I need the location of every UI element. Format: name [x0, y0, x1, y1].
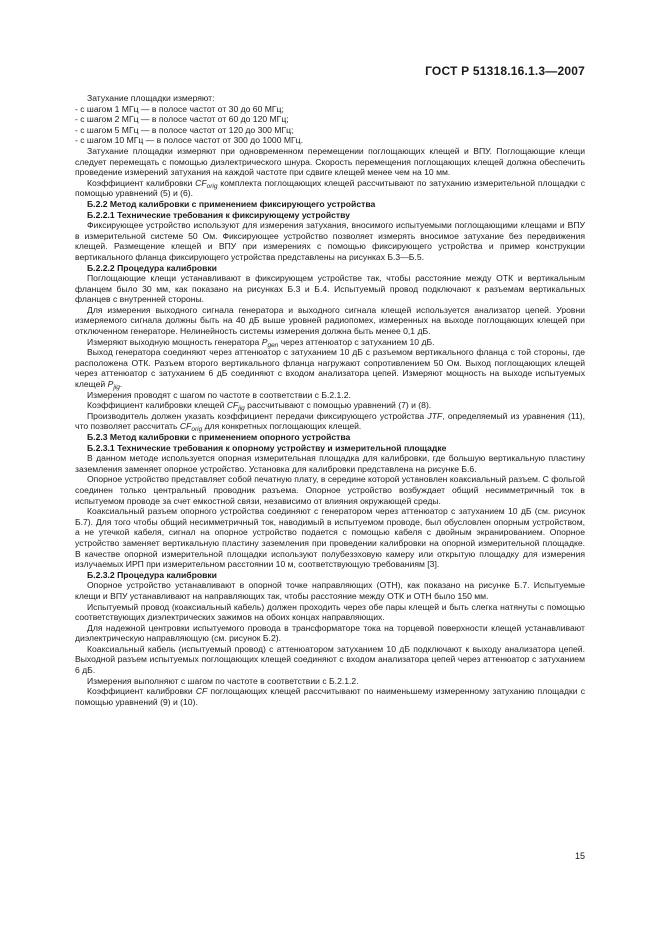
- paragraph: Производитель должен указать коэффициент передачи фиксирующего устройства JTF, определяемый из уравнения (11), что позволяет рассчитать $CF_{orig}$ для конкретных поглощающих клещей.: [75, 410, 585, 434]
- paragraph: Опорное устройство представляет собой печатную плату, в середине которой установлен коаксиальный разъем. С фольгой соединен только центральный проводник разъема. Опорное устройство возбуждает общий несимметричный ток в испытуемом проводе за счет емкостной связи, независимо от влияния окружающей среды.: [75, 474, 585, 506]
- paragraph: Выход генератора соединяют через аттенюатор с затуханием 10 дБ с разъемом вертикального фланца с той стороны, где расположена ОТК. Разъем второго вертикального фланца нагружают сопротивлением 50 Ом. Выход поглощающих клещей через аттенюатор с затуханием 6 дБ соединяют с входом анализатора цепей. Измеряют мощность на выходе испытуемых клещей $P_{jig}$.: [75, 347, 585, 392]
- section-heading: Б.2.3.1 Технические требования к опорному устройству и измерительной площадке: [87, 442, 447, 453]
- section-heading: Б.2.2.1 Технические требования к фиксирующему устройству: [87, 209, 350, 220]
- section-heading: Б.2.2.2 Процедура калибровки: [87, 262, 217, 273]
- paragraph: Испытуемый провод (коаксиальный кабель) должен проходить через обе пары клещей и быть слегка натянуты с помощью соответствующих диэлектрических зажимов на обоих концах направляющих.: [75, 601, 585, 623]
- paragraph: Коаксиальный разъем опорного устройства соединяют с генератором через аттенюатор с затуханием 10 дБ (см. рисунок Б.7). Для того чтобы общий несимметричный ток, наводимый в испытуемом проводе, был обусловлен опорным устройством, а не утечкой кабеля, сигнал на опорное устройство подается с помощью кабеля с двойным экранированием. Опорное устройство заменяет вертикальную пластину заземления при проведении калибровки на опорной измерительной площадке. В качестве опорной измерительной площадки используют полубезэховую камеру или открытую площадку для измерения излучаемых ИРП при измерительном расстоянии 10 м, соответствующую требованиям [3].: [75, 506, 585, 570]
- paragraph: Коэффициент калибровки клещей $CF_{jig}$ рассчитывают с помощью уравнений (7) и (8).: [87, 400, 432, 413]
- page-number: 15: [574, 851, 585, 861]
- list-item: - с шагом 1 МГц — в полосе частот от 30 до 60 МГц;: [75, 103, 284, 114]
- document-body: [75, 93, 585, 707]
- paragraph: Измерения выполняют с шагом по частоте в соответствии с Б.2.1.2.: [87, 675, 359, 686]
- paragraph: Коэффициент калибровки $CF_{orig}$ комплекта поглощающих клещей рассчитывают по затуханию измерительной площадки с помощью уравнений (5) и (6).: [75, 177, 585, 199]
- paragraph: Измерения проводят с шагом по частоте в соответствии с Б.2.1.2.: [87, 389, 351, 400]
- paragraph: Затухание площадки измеряют при одновременном перемещении поглощающих клещей и ВПУ. Поглощающие клещи следует перемещать с помощью диэлектрического шнура. Скорость перемещения поглощающих клещей должна обеспечить проведение измерений затухания на каждой частоте при сдвиге клещей менее чем на 10 мм.: [75, 145, 585, 178]
- list-item: - с шагом 5 МГц — в полосе частот от 120 до 300 МГц;: [75, 124, 294, 135]
- paragraph: Поглощающие клещи устанавливают в фиксирующем устройстве так, чтобы расстояние между ОТК и вертикальным фланцем было 30 мм, как показано на рисунках Б.3 и Б.4. Испытуемый провод подключают к разъемам вертикальных фланцев с внутренней стороны.: [75, 273, 585, 305]
- paragraph: Для измерения выходного сигнала генератора и выходного сигнала клещей используется анализатор цепей. Уровни измеряемого сигнала должны быть на 40 дБ выше уровней радиопомех, измеренных на выходе поглощающих клещей при отключенном генераторе. Нелинейность системы измерения должна быть менее 0,1 дБ.: [75, 304, 585, 337]
- document-code-header: ГОСТ Р 51318.16.1.3—2007: [425, 64, 585, 78]
- section-heading: Б.2.3.2 Процедура калибровки: [87, 569, 217, 580]
- paragraph: В данном методе используется опорная измерительная площадка для калибровки, где большую вертикальную пластину заземления заменяет опорное устройство. Установка для калибровки представлена на рисунке Б.6.: [75, 453, 585, 474]
- paragraph: Коэффициент калибровки CF поглощающих клещей рассчитывают по наименьшему измеренному затуханию площадки с помощью уравнений (9) и (10).: [75, 686, 585, 707]
- paragraph: Опорное устройство устанавливают в опорной точке направляющих (ОТН), как показано на рисунке Б.7. Испытуемые клещи и ВПУ устанавливают на направляющих так, чтобы расстояние между ОТК и ОТН было 150 мм.: [75, 580, 585, 601]
- paragraph: Для надежной центровки испытуемого провода в трансформаторе тока на торцевой поверхности клещей устанавливают диэлектрическую направляющую (см. рисунок Б.2).: [75, 622, 585, 644]
- list-item: - с шагом 10 МГц — в полосе частот от 300 до 1000 МГц.: [75, 135, 303, 146]
- section-heading: Б.2.3 Метод калибровки с применением опорного устройства: [87, 432, 351, 442]
- paragraph: Коаксиальный кабель (испытуемый провод) с аттенюатором затуханием 10 дБ подключают к выходу анализатора цепей. Выходной разъем испытуемых поглощающих клещей соединяют с входом анализатора цепей через аттенюатор с затуханием 6 дБ.: [75, 643, 585, 676]
- section-heading: Б.2.2 Метод калибровки с применением фиксирующего устройства: [87, 198, 376, 209]
- paragraph: Измеряют выходную мощность генератора $P_{gen}$ через аттенюатор с затуханием 10 дБ.: [87, 336, 435, 349]
- paragraph: Затухание площадки измеряют:: [87, 93, 215, 103]
- list-item: - с шагом 2 МГц — в полосе частот от 60 до 120 МГц;: [75, 114, 289, 125]
- paragraph: Фиксирующее устройство используют для измерения затухания, вносимого испытуемыми поглощающими клещами и ВПУ в измерительной системе 50 Ом. Фиксирующее устройство позволяет измерять вносимое затухание без передвижения клещей. Размещение клещей и ВПУ при измерениях с помощью фиксирующего устройства и пример конструкции вертикального фланца фиксирующего устройства представлены на рисунках Б.3—Б.5.: [75, 220, 585, 262]
